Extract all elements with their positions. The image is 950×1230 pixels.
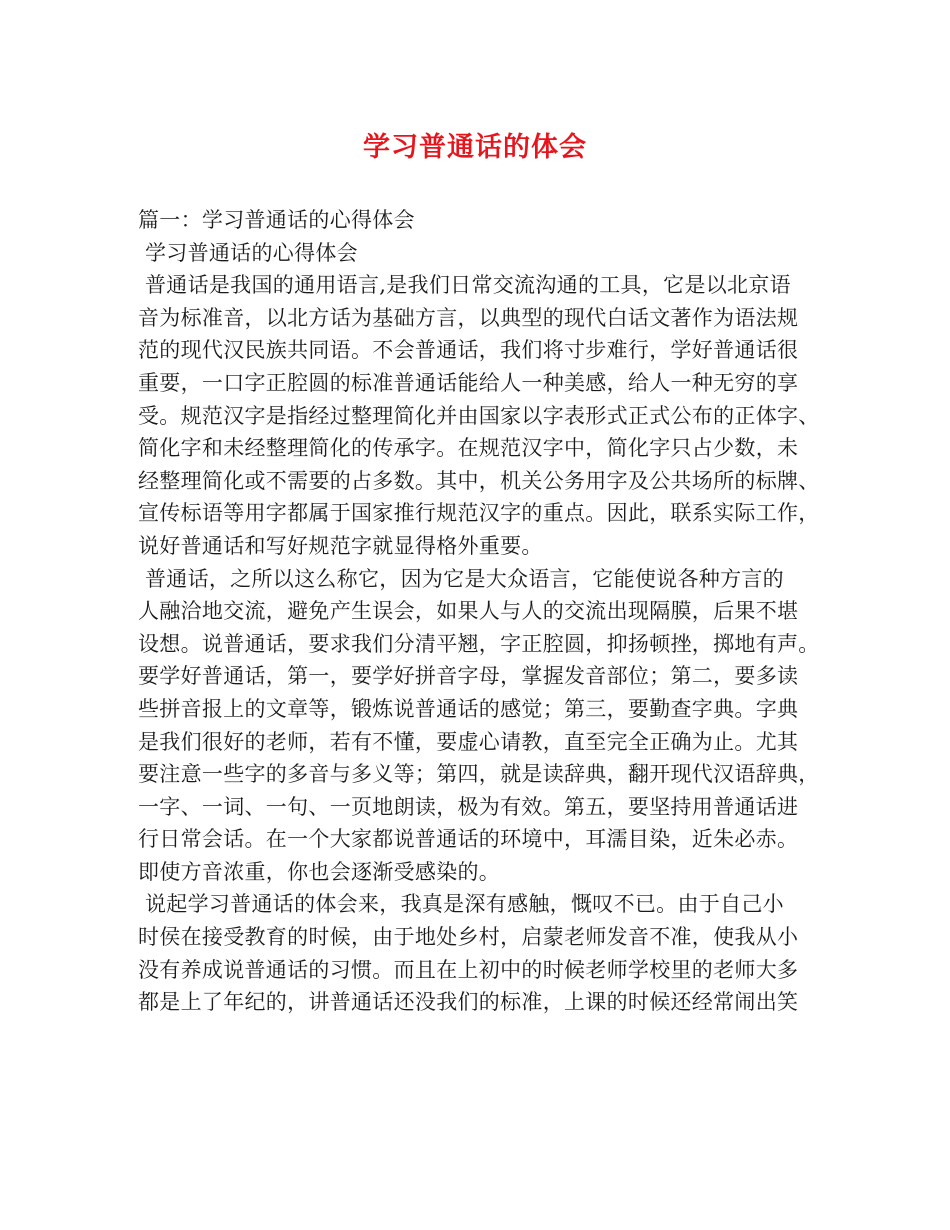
body-line: 简化字和未经整理简化的传承字。在规范汉字中，简化字只占少数，未 [138,436,799,461]
body-line: 经整理简化或不需要的占多数。其中，机关公务用字及公共场所的标牌、 [138,468,820,493]
document-title: 学习普通话的体会 [363,132,587,163]
body-line: 时侯在接受教育的时候，由于地处乡村，启蒙老师发音不准，使我从小 [138,925,799,950]
body-line: 要学好普通话，第一，要学好拼音字母，掌握发音部位；第二，要多读 [138,664,799,689]
body-line: 宣传标语等用字都属于国家推行规范汉字的重点。因此，联系实际工作， [138,501,820,526]
body-line: 受。规范汉字是指经过整理简化并由国家以字表形式正式公布的正体字、 [138,403,820,428]
body-line: 学习普通话的心得体会 [138,240,358,265]
body-line: 篇一：学习普通话的心得体会 [138,208,415,232]
body-line: 说好普通话和写好规范字就显得格外重要。 [138,533,543,558]
document-body [138,204,828,1019]
body-line: 说起学习普通话的体会来，我真是深有感触，慨叹不已。由于自己小 [138,892,784,917]
body-line: 一字、一词、一句、一页地朗读，极为有效。第五，要坚持用普通话进 [138,794,799,819]
body-line: 音为标准音，以北方话为基础方言，以典型的现代白话文著作为语法规 [138,305,799,330]
body-line: 是我们很好的老师，若有不懂，要虚心请教，直至完全正确为止。尤其 [138,729,799,754]
body-line: 没有养成说普通话的习惯。而且在上初中的时候老师学校里的老师大多 [138,957,799,982]
body-line: 人融洽地交流，避免产生误会，如果人与人的交流出现隔膜，后果不堪 [138,599,799,624]
body-line: 范的现代汉民族共同语。不会普通话，我们将寸步难行，学好普通话很 [138,338,799,363]
body-line: 都是上了年纪的，讲普通话还没我们的标准，上课的时候还经常闹出笑 [138,990,799,1015]
body-line: 即使方音浓重，你也会逐渐受感染的。 [138,859,501,884]
body-line: 普通话是我国的通用语言,是我们日常交流沟通的工具，它是以北京语 [138,273,791,298]
body-line: 设想。说普通话，要求我们分清平翘，字正腔圆，抑扬顿挫，掷地有声。 [138,631,820,656]
body-line: 重要，一口字正腔圆的标准普通话能给人一种美感，给人一种无穷的享 [138,370,799,395]
body-line: 行日常会话。在一个大家都说普通话的环境中，耳濡目染，近朱必赤。 [138,827,799,852]
body-line: 要注意一些字的多音与多义等；第四，就是读辞典，翻开现代汉语辞典， [138,762,820,787]
body-line: 些拼音报上的文章等，锻炼说普通话的感觉；第三，要勤查字典。字典 [138,696,799,721]
body-line: 普通话，之所以这么称它，因为它是大众语言，它能使说各种方言的 [138,566,784,591]
